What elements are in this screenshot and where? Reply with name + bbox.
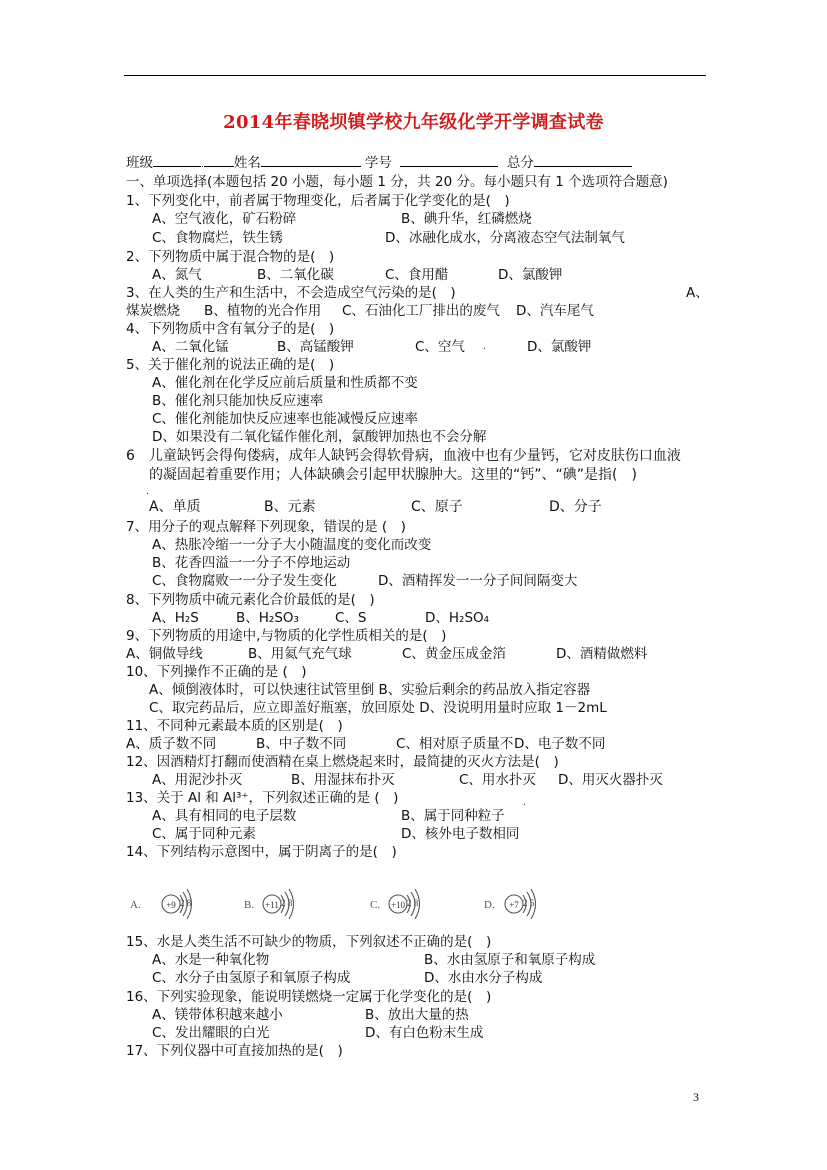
shell-electrons: 2 5 xyxy=(523,898,535,908)
question-stem: 13、关于 Al 和 Al³⁺，下列叙述正确的是 ( ) xyxy=(126,790,399,806)
shell-electrons: 2 8 xyxy=(281,898,293,908)
option: B、催化剂只能加快反应速率 xyxy=(152,393,324,409)
option: A、H₂S xyxy=(152,610,199,626)
atom-option-letter: A. xyxy=(130,899,141,911)
nucleus-charge: +7 xyxy=(509,900,519,910)
option: A、单质 xyxy=(149,499,201,515)
atom-diagram-c-svg xyxy=(368,882,478,926)
question-stem: 17、下列仪器中可直接加热的是( ) xyxy=(126,1043,343,1059)
option: B、用氦气充气球 xyxy=(248,646,352,662)
option: D、电子数不同 xyxy=(514,736,606,752)
question-stem: 14、下列结构示意图中，属于阴离子的是( ) xyxy=(126,844,397,860)
option: A、水是一种氧化物 xyxy=(152,952,270,968)
option: C、石油化工厂排出的废气 xyxy=(342,303,500,319)
question-stem: 12、因酒精灯打翻而使酒精在桌上燃烧起来时，最简捷的灭火方法是( ) xyxy=(126,754,559,770)
class-label: 班级 xyxy=(126,155,153,171)
option: C、取完药品后，应立即盖好瓶塞，放回原处 D、没说明用量时应取 1－2mL xyxy=(149,700,607,716)
option: D、氯酸钾 xyxy=(498,267,563,283)
option: D、汽车尾气 xyxy=(516,303,594,319)
atom-option-letter: C. xyxy=(370,899,381,911)
option: D、氯酸钾 xyxy=(527,339,592,355)
option: D、如果没有二氧化锰作催化剂，氯酸钾加热也不会分解 xyxy=(152,429,487,445)
option: D、冰融化成水，分离液态空气法制氧气 xyxy=(385,230,625,246)
nucleus-charge: +10 xyxy=(390,900,406,910)
number-label: 学号 xyxy=(364,155,392,171)
nucleus-charge: +9 xyxy=(166,900,176,910)
question-stem: 5、关于催化剂的说法正确的是( ) xyxy=(126,357,335,373)
option: B、用湿抹布扑灭 xyxy=(291,772,395,788)
option: D、核外电子数相同 xyxy=(401,826,520,842)
class-field[interactable] xyxy=(153,153,201,167)
atom-option-letter: D. xyxy=(484,899,495,911)
exam-title: 2014年春晓坝镇学校九年级化学开学调查试卷 xyxy=(223,112,604,133)
question-stem: 7、用分子的观点解释下列现象，错误的是 ( ) xyxy=(126,519,406,535)
option: B、元素 xyxy=(264,499,316,515)
option: B、放出大量的热 xyxy=(365,1007,469,1023)
question-stem: 9、下列物质的用途中,与物质的化学性质相关的是( ) xyxy=(126,628,447,644)
option: A、氮气 xyxy=(152,267,202,283)
score-field[interactable] xyxy=(534,153,632,167)
option: A、 xyxy=(686,285,709,301)
option: C、原子 xyxy=(411,499,463,515)
question-stem: 8、下列物质中硫元素化合价最低的是( ) xyxy=(126,592,375,608)
class-field-2[interactable] xyxy=(204,153,234,167)
question-stem: 的凝固起着重要作用；人体缺碘会引起甲状腺肿大。这里的“钙”、“碘”是指( ) xyxy=(149,467,637,483)
option: A、倾倒液体时，可以快速往试管里倒 B、实验后剩余的药品放入指定容器 xyxy=(149,682,591,698)
option: A、用泥沙扑灭 xyxy=(152,772,243,788)
option: C、食用醋 xyxy=(385,267,449,283)
number-field[interactable] xyxy=(400,153,498,167)
option: C、食物腐烂，铁生锈 xyxy=(152,230,283,246)
option: C、食物腐败一一分子发生变化 xyxy=(152,573,337,589)
option: A、二氧化锰 xyxy=(152,339,229,355)
question-stem: 4、下列物质中含有氧分子的是( ) xyxy=(126,321,335,337)
option: A、空气液化，矿石粉碎 xyxy=(152,211,297,227)
option: C、S xyxy=(335,610,367,626)
stray-mark: . xyxy=(523,798,526,808)
question-stem: 6 儿童缺钙会得佝偻病，成年人缺钙会得软骨病，血液中也有少量钙，它对皮肤伤口血液 xyxy=(126,448,681,464)
option: A、质子数不同 xyxy=(126,736,217,752)
option: C、空气 xyxy=(415,339,465,355)
name-field[interactable] xyxy=(261,153,361,167)
stray-mark: . xyxy=(483,342,486,352)
option: D、酒精挥发一一分子间间隔变大 xyxy=(378,573,578,589)
atom-diagram-d xyxy=(482,882,592,926)
atom-diagram-a-svg xyxy=(128,882,238,926)
question-stem: 3、在人类的生产和生活中，不会造成空气污染的是( ) xyxy=(126,285,456,301)
info-line xyxy=(126,153,632,174)
question-stem: 1、下列变化中，前者属于物理变化，后者属于化学变化的是( ) xyxy=(126,193,510,209)
option: B、花香四溢一一分子不停地运动 xyxy=(152,555,351,571)
option: C、相对原子质量不 xyxy=(396,736,514,752)
option: 煤炭燃烧 xyxy=(126,303,180,319)
option: B、H₂SO₃ xyxy=(236,610,299,626)
nucleus-charge: +11 xyxy=(265,900,279,910)
atom-structure-diagrams xyxy=(128,882,588,926)
option: C、水分子由氢原子和氧原子构成 xyxy=(152,970,351,986)
option: D、酒精做燃料 xyxy=(556,646,648,662)
option: C、发出耀眼的白光 xyxy=(152,1025,270,1041)
option: B、水由氢原子和氧原子构成 xyxy=(424,952,596,968)
option: C、用水扑灭 xyxy=(459,772,536,788)
option: C、催化剂能加快反应速率也能减慢反应速率 xyxy=(152,411,418,427)
option: B、碘升华，红磷燃烧 xyxy=(401,211,532,227)
atom-diagram-b-svg xyxy=(242,882,352,926)
question-stem: 15、水是人类生活不可缺少的物质，下列叙述不正确的是( ) xyxy=(126,934,492,950)
atom-diagram-c xyxy=(368,882,478,926)
option: D、H₂SO₄ xyxy=(425,610,490,626)
shell-electrons: 2 8 xyxy=(180,898,192,908)
option: D、分子 xyxy=(549,499,602,515)
question-stem: 11、不同种元素最本质的区别是( ) xyxy=(126,718,343,734)
score-label: 总分 xyxy=(506,155,534,171)
option: A、镁带体积越来越小 xyxy=(152,1007,283,1023)
name-label: 姓名 xyxy=(233,155,261,171)
option: A、催化剂在化学反应前后质量和性质都不变 xyxy=(152,375,418,391)
option: D、水由水分子构成 xyxy=(424,970,543,986)
atom-option-letter: B. xyxy=(244,899,255,911)
section-heading: 一、单项选择(本题包括 20 小题，每小题 1 分，共 20 分。每小题只有 1 个选项符合题意) xyxy=(126,174,668,190)
shell-electrons: 2 8 xyxy=(407,898,419,908)
question-stem: 10、下列操作不正确的是 ( ) xyxy=(126,664,307,680)
option: C、黄金压成金箔 xyxy=(402,646,506,662)
atom-diagram-d-svg xyxy=(482,882,592,926)
option: B、中子数不同 xyxy=(256,736,347,752)
question-stem: 2、下列物质中属于混合物的是( ) xyxy=(126,249,335,265)
option: D、有白色粉末生成 xyxy=(365,1025,484,1041)
stray-mark: . xyxy=(146,487,149,497)
option: B、高锰酸钾 xyxy=(277,339,354,355)
class-field-mark: . xyxy=(201,160,204,170)
atom-diagram-b xyxy=(242,882,352,926)
option: B、属于同种粒子 xyxy=(401,808,505,824)
atom-diagram-a xyxy=(128,882,238,926)
option: A、铜做导线 xyxy=(126,646,203,662)
option: B、二氧化碳 xyxy=(257,267,334,283)
option: B、植物的光合作用 xyxy=(204,303,322,319)
page-number: 3 xyxy=(693,1090,699,1104)
option: A、具有相同的电子层数 xyxy=(152,808,297,824)
option: A、热胀冷缩一一分子大小随温度的变化而改变 xyxy=(152,537,432,553)
option: C、属于同种元素 xyxy=(152,826,256,842)
header-rule xyxy=(124,75,706,76)
option: D、用灭火器扑灭 xyxy=(558,772,663,788)
question-stem: 16、下列实验现象，能说明镁燃烧一定属于化学变化的是( ) xyxy=(126,989,492,1005)
